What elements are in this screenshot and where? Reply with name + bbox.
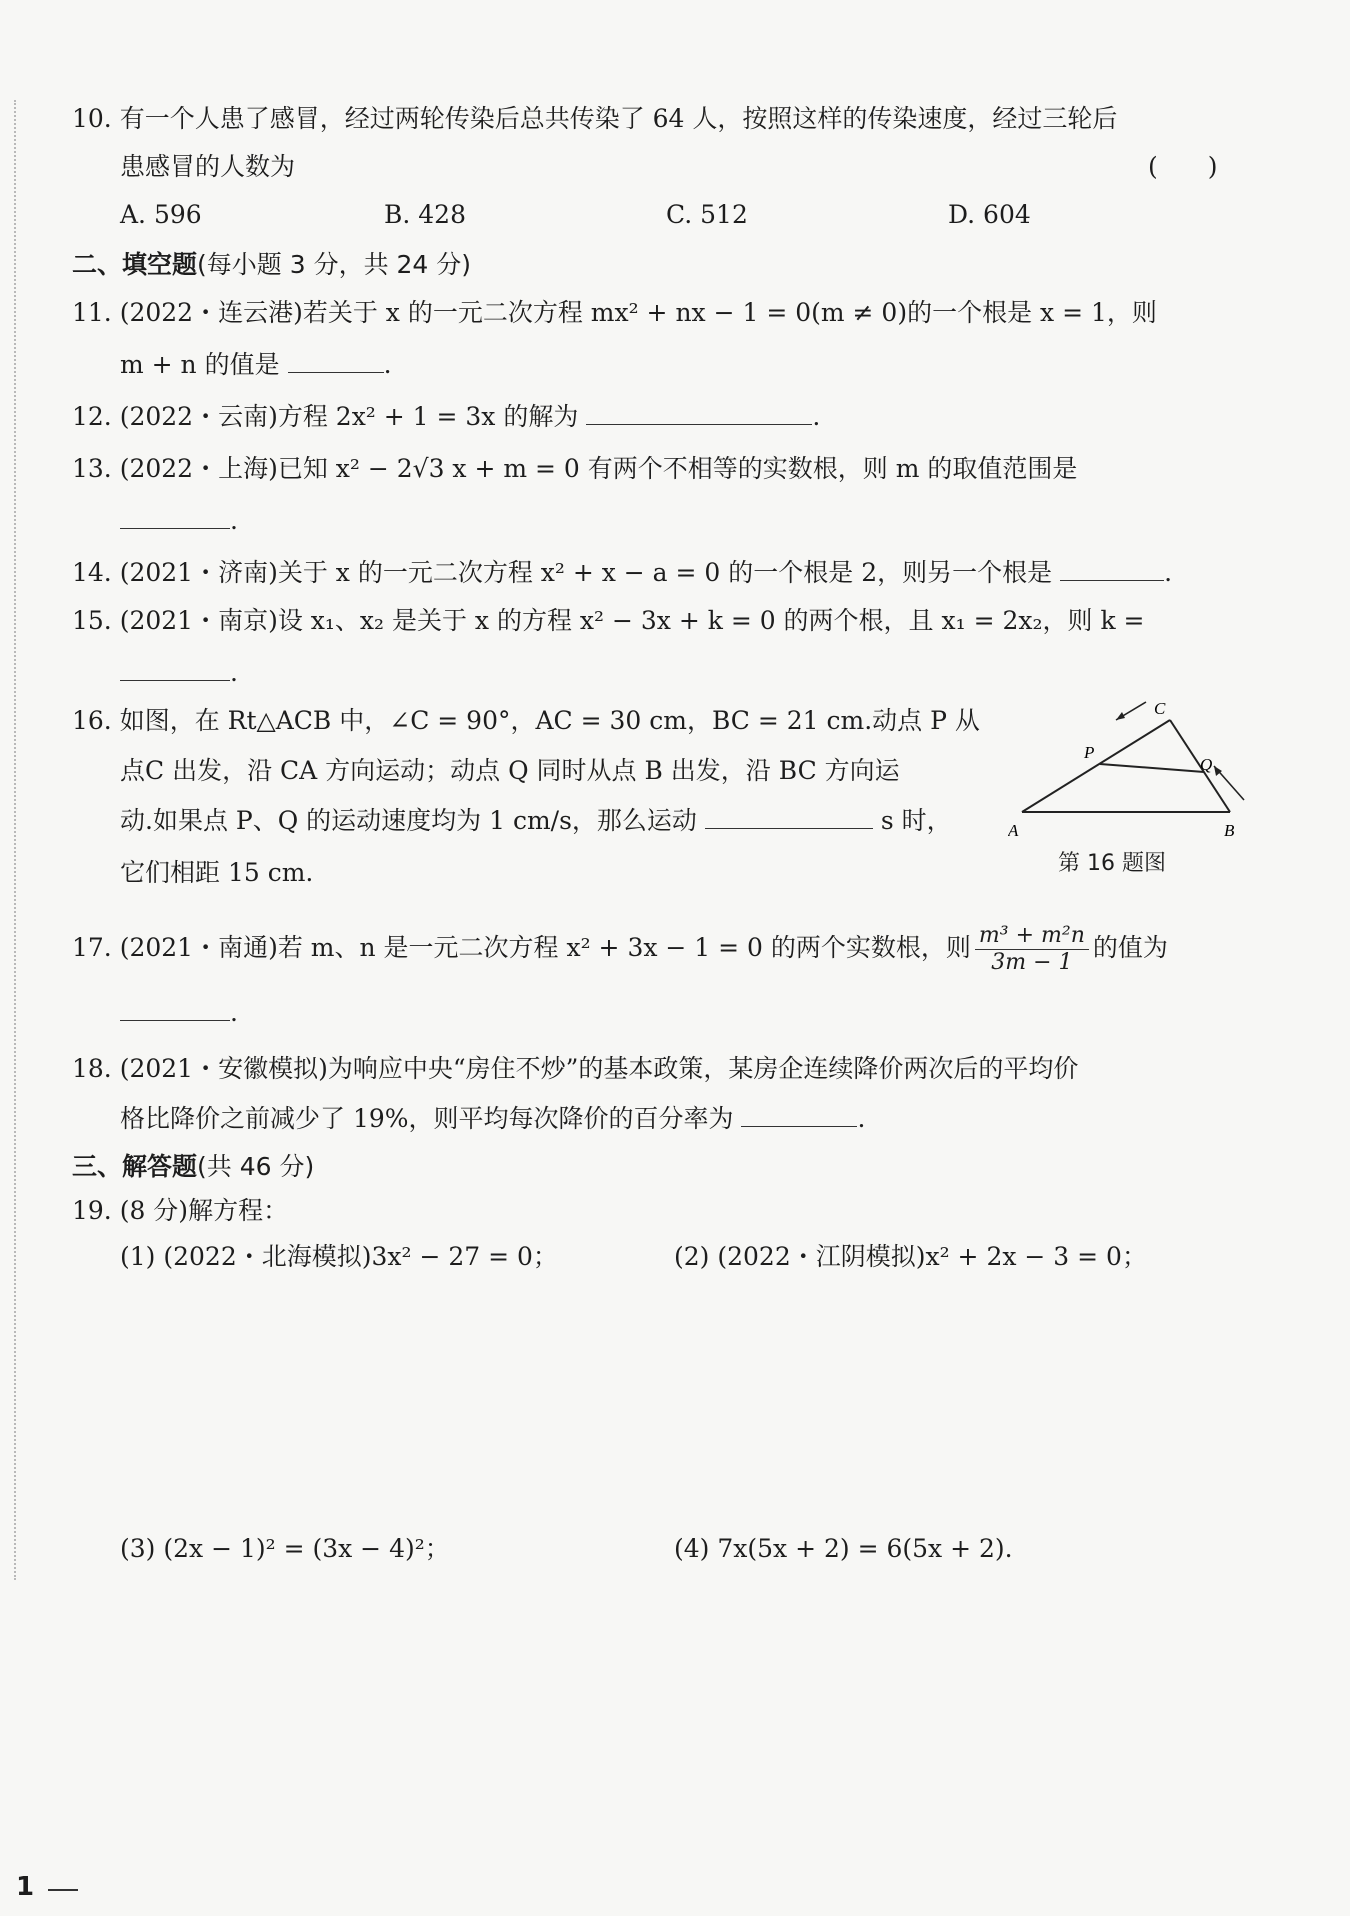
q14-line — [72, 556, 1172, 590]
q13-line2 — [120, 504, 238, 538]
q11-answer-blank — [288, 348, 384, 373]
label-q: Q — [1200, 755, 1213, 774]
segment-pq — [1100, 764, 1204, 772]
q15-post: . — [230, 658, 238, 687]
q12-text: 12. (2022・云南)方程 2x² + 1 = 3x 的解为 — [72, 402, 579, 431]
section2-heading — [72, 248, 471, 282]
page-number-rule — [48, 1889, 78, 1891]
q19-part4: (4) 7x(5x + 2) = 6(5x + 2). — [674, 1534, 1013, 1563]
section2-note: (每小题 3 分，共 24 分) — [197, 250, 472, 279]
section3-title: 三、解答题 — [72, 1152, 198, 1181]
q19-part1: (1) (2022・北海模拟)3x² − 27 = 0； — [120, 1242, 558, 1271]
arrow-p-head — [1116, 712, 1125, 720]
q11-line1: 11. (2022・连云港)若关于 x 的一元二次方程 mx² + nx − 1 = 0(m ≠ 0)的一个根是 x = 1，则 — [72, 298, 1157, 327]
q13-line1: 13. (2022・上海)已知 x² − 2√3 x + m = 0 有两个不相等的实数根，则 m 的取值范围是 — [72, 454, 1078, 483]
label-p: P — [1084, 743, 1095, 762]
q12-line — [72, 400, 820, 434]
q18-line1: 18. (2021・安徽模拟)为响应中央“房住不炒”的基本政策，某房企连续降价两次后的平均价 — [72, 1054, 1079, 1083]
q10-line2: 患感冒的人数为 — [120, 152, 296, 181]
q17-fraction — [975, 923, 1089, 976]
q18-answer-blank — [741, 1102, 857, 1127]
q13-answer-blank — [120, 504, 230, 529]
q15-line2 — [120, 656, 238, 690]
q16-line2: 点C 出发，沿 CA 方向运动；动点 Q 同时从点 B 出发，沿 BC 方向运 — [120, 756, 900, 785]
q14-answer-blank — [1060, 556, 1164, 581]
q16-answer-blank — [705, 804, 873, 829]
q15-answer-blank — [120, 656, 230, 681]
q16-line4: 它们相距 15 cm. — [120, 858, 314, 887]
q11-line2-text: m + n 的值是 — [120, 350, 280, 379]
binding-dotted-line — [14, 100, 16, 1580]
q10-line1: 10. 有一个人患了感冒，经过两轮传染后总共传染了 64 人，按照这样的传染速度，经过三轮后 — [72, 104, 1118, 133]
label-c: C — [1154, 699, 1166, 718]
q19-part2: (2) (2022・江阴模拟)x² + 2x − 3 = 0； — [674, 1242, 1147, 1271]
section3-note: (共 46 分) — [197, 1152, 315, 1181]
q17-text: 17. (2021・南通)若 m、n 是一元二次方程 x² + 3x − 1 = 0 的两个实数根，则 — [72, 933, 971, 962]
q17-line1 — [72, 918, 1168, 978]
q11-line2 — [120, 348, 392, 382]
q13-post: . — [230, 506, 238, 535]
q14-post: . — [1164, 558, 1173, 587]
q16-line3-post: s 时， — [880, 806, 952, 835]
q18-line2-text: 格比降价之前减少了 19%，则平均每次降价的百分率为 — [120, 1104, 734, 1133]
q17-line2 — [120, 996, 238, 1030]
q16-line1: 16. 如图，在 Rt△ACB 中，∠C = 90°，AC = 30 cm，BC = 21 cm.动点 P 从 — [72, 706, 980, 735]
page-number: 1 — [16, 1872, 35, 1902]
section2-title: 二、填空题 — [72, 250, 198, 279]
section3-heading — [72, 1150, 314, 1184]
q17-line2-post: . — [230, 998, 238, 1027]
q10-option-c: C. 512 — [666, 200, 748, 229]
q19-part3: (3) (2x − 1)² = (3x − 4)²； — [120, 1534, 450, 1563]
q12-answer-blank — [586, 400, 812, 425]
q16-line3 — [120, 804, 952, 838]
q16-line3-text: 动.如果点 P、Q 的运动速度均为 1 cm/s，那么运动 — [120, 806, 697, 835]
q10-option-b: B. 428 — [384, 200, 466, 229]
q16-triangle-figure — [1008, 694, 1248, 844]
q19-title: 19. (8 分)解方程： — [72, 1196, 289, 1225]
q10-option-a: A. 596 — [120, 200, 202, 229]
side-ac — [1022, 720, 1170, 812]
q16-figure-caption: 第 16 题图 — [1058, 851, 1166, 876]
q14-text: 14. (2021・济南)关于 x 的一元二次方程 x² + x − a = 0 的一个根是 2，则另一个根是 — [72, 558, 1053, 587]
q12-post: . — [812, 402, 821, 431]
label-b: B — [1224, 821, 1235, 840]
q17-denominator: 3m − 1 — [991, 950, 1073, 975]
q11-line2-post: . — [383, 350, 392, 379]
q17-answer-blank — [120, 996, 230, 1021]
q18-line2 — [120, 1102, 865, 1136]
q17-post: 的值为 — [1092, 933, 1168, 962]
label-a: A — [1008, 821, 1019, 840]
q18-line2-post: . — [857, 1104, 866, 1133]
q10-answer-paren: ( ) — [1148, 152, 1218, 181]
q10-option-d: D. 604 — [948, 200, 1031, 229]
q17-numerator: m³ + m²n — [975, 923, 1089, 950]
q15-line1: 15. (2021・南京)设 x₁、x₂ 是关于 x 的方程 x² − 3x + k = 0 的两个根，且 x₁ = 2x₂，则 k = — [72, 606, 1145, 635]
